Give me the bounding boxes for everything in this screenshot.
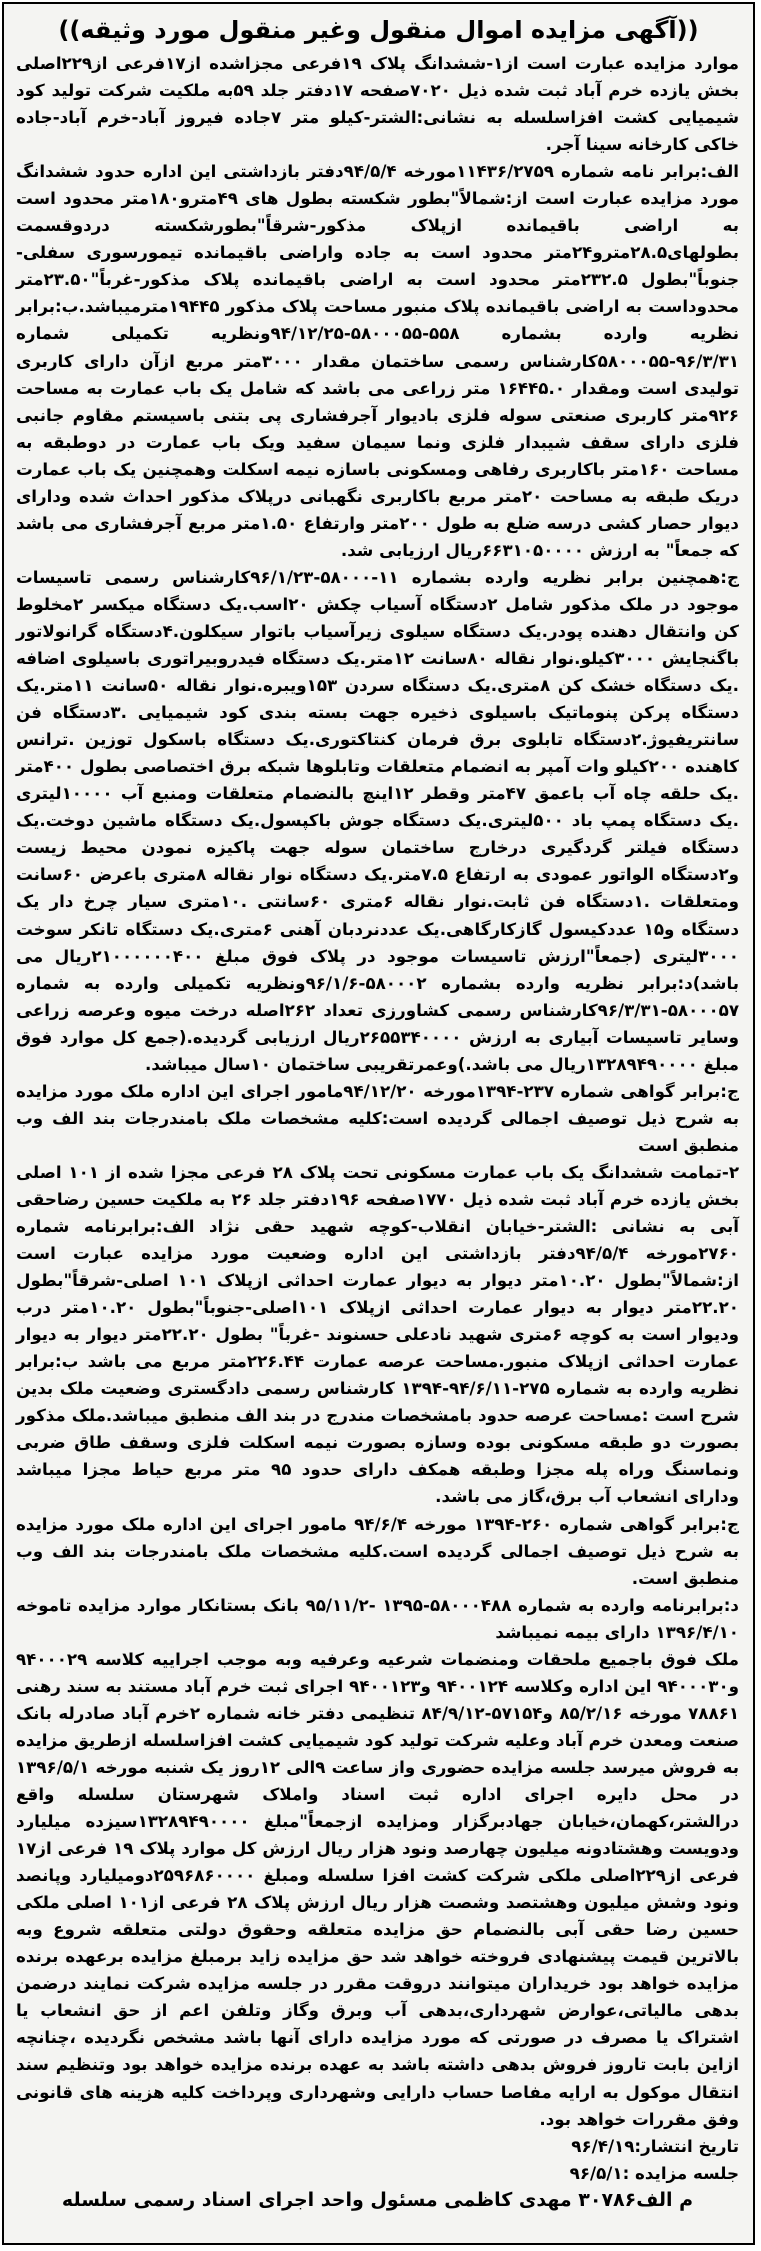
publish-date: تاریخ انتشار:۹۶/۴/۱۹ xyxy=(571,2135,739,2156)
notice-footer xyxy=(16,2133,739,2214)
paragraph-item-1: موارد مزایده عبارت است از۱-ششدانگ پلاک ۱۹فرعی مجزاشده از۱۷فرعی از۲۲۹اصلی بخش یازده خرم آباد ثبت شده ذیل ۷۰۲۰صفحه ۱۷دفتر جلد ۵۹به ملکیت شرکت تولید کود شیمیایی کشت افزاسلسله به نشانی:الشتر-کیلو متر ۷جاده فیروز آباد-خرم آباد-جاده خاکی کارخانه سینا آجر. xyxy=(16,53,739,155)
paragraph-item-2: ۲-تمامت ششدانگ یک باب عمارت مسکونی تحت پلاک ۲۸ فرعی مجزا شده از ۱۰۱ اصلی بخش یازده خرم آباد ثبت شده ذیل ۱۷۷۰صفحه ۱۹۶دفتر جلد ۲۶ به ملکیت حسین رضاحقی آبی به نشانی :الشتر-خیابان انقلاب-کوچه شهید حقی نژاد الف:برابرنامه شماره ۲۷۶۰مورخه ۹۴/۵/۴دفتر بازداشتی این اداره وضعیت مورد مزایده عبارت است از:شمالاً"بطول ۱۰.۲۰متر دیوار به دیوار عمارت احداثی ازپلاک ۱۰۱ اصلی-شرقاً"بطول ۲۲.۲۰متر دیوار به دیوار عمارت احداثی ازپلاک ۱۰۱اصلی-جنوباً"بطول ۱۰.۲۰متر درب ودیوار است به کوچه ۶متری شهید نادعلی حسنوند -غرباً" بطول ۲۲.۲۰متر دیوار به دیوار عمارت احداثی ازپلاک منبور.مساحت عرصه عمارت ۲۲۶.۴۴متر مربع می باشد ب:برابر نظریه وارده به شماره ۲۷۵-۹۴/۶/۱۱-۱۳۹۴ کارشناس رسمی دادگستری وضعیت ملک بدین شرح است :مساحت عرصه حدود بامشخصات مندرج در بند الف منطبق میباشد.ملک مذکور بصورت دو طبقه مسکونی بوده وسازه بصورت نیمه اسکلت فلزی وسقف طاق ضربی ونماسنگ وراه پله مجزا وطبقه همکف دارای حدود ۹۵ متر مربع حیاط مجزا میباشد ودارای انشعاب آب برق،گاز می باشد. xyxy=(16,1161,740,1507)
paragraph-section-c-installations: ج:همچنین برابر نظریه وارده بشماره ۱۱-۵۸۰۰۰-۹۶/۱/۲۳کارشناس رسمی تاسیسات موجود در ملک مذکور شامل ۲دستگاه آسیاب چکش ۲۰اسب.یک دستگاه میکسر ۲مخلوط کن وانتقال دهنده پودر.یک دستگاه سیلوی زیرآسیاب باتوار سیکلون.۴دستگاه گرانولاتور باگنجایش ۳۰۰۰کیلو.نوار نقاله ۸۰سانت ۱۲متر.یک دستگاه فیدروبیراتوری باسیلوی اضافه .یک دستگاه خشک کن ۸متری.یک دستگاه سردن ۱۵۳ویبره.نوار نقاله ۵۰سانت ۱۱متر.یک دستگاه پرکن پنوماتیک باسیلوی ذخیره جهت بسته بندی کود شیمیایی .۳دستگاه فن سانتریفیوژ.۲دستگاه تابلوی برق فرمان کنتاکتوری.یک دستگاه باسکول توزین .ترانس کاهنده ۲۰۰کیلو وات آمپر به انضمام متعلقات وتابلوها شبکه برق اختصاصی بطول ۴۰۰متر .یک حلقه چاه آب باعمق ۴۷متر وقطر ۱۲اینچ بالنضمام متعلقات ومنبع آب ۱۰۰۰۰لیتری .یک دستگاه پمپ باد ۵۰۰لیتری.یک دستگاه جوش باکپسول.یک دستگاه ماشین دوخت.یک دستگاه فیلتر گردگیری درخارج ساختمان سوله جهت پاکیزه نمودن محیط زیست و۲دستگاه الواتور عمودی به ارتفاع ۷.۵متر.یک دستگاه نوار نقاله ۸متری باعرض ۶۰سانت ومتعلقات .۱دستگاه فن ثابت.نوار نقاله ۶متری ۶۰سانتی .۱۰متری سیار چرخ دار یک دستگاه و۱۵ عددکیسول گازکارگاهی.یک عددنردبان آهنی ۶متری.یک دستگاه تانکر سوخت ۳۰۰۰لیتری (جمعاً"ارزش تاسیسات موجود در پلاک فوق مبلغ ۲۱۰۰۰۰۰۰۴۰۰ریال می باشد)د:برابر نظریه وارده بشماره ۵۸۰۰۰۲-۹۶/۱/۶ونظریه تکمیلی وارده به شماره ۵۸۰۰۰۵۷-۹۶/۳/۳۱کارشناس رسمی کشاورزی تعداد ۲۶۲اصله درخت میوه وعرصه زراعی وسایر تاسیسات آبیاری به ارزش ۲۶۵۵۳۴۰۰۰۰ریال ارزیابی گردیده.(جمع کل موارد فوق مبلغ ۱۳۲۸۹۴۹۰۰۰۰ریال می باشد.)وعمرتقریبی ساختمان ۱۰سال میباشد. xyxy=(16,566,740,1074)
notice-title: ((آگهی مزایده اموال منقول وغیر منقول مورد وثیقه)) xyxy=(58,16,699,44)
notice-body xyxy=(16,50,739,2133)
paragraph-auction-terms: ملک فوق باجمیع ملحقات ومنضمات شرعیه وعرفیه وبه موجب اجراییه کلاسه ۹۴۰۰۰۲۹ و۹۴۰۰۰۳۰ این اداره وکلاسه ۹۴۰۰۱۲۴ و۹۴۰۰۱۲۳ اجرای ثبت خرم آباد مستند به سند رهنی ۷۸۸۶۱ مورخه ۸۵/۲/۱۶ و۵۷۱۵۴-۸۴/۹/۱۲ تنظیمی دفتر خانه شماره ۲خرم آباد صادرله بانک صنعت ومعدن خرم آباد وعلیه شرکت تولید کود شیمیایی کشت افزاسلسله ازطریق مزایده به فروش میرسد جلسه مزایده حضوری واز ساعت ۹الی ۱۲روز یک شنبه مورخه ۱۳۹۶/۵/۱ در محل دایره اجرای اداره ثبت اسناد واملاک شهرستان سلسله واقع درالشتر،کهمان،خیابان جهادبرگزار ومزایده ازجمعاً"مبلغ ۱۳۲۸۹۴۹۰۰۰۰سیزده میلیارد ودویست وهشتادونه میلیون چهارصد ونود هزار ریال ارزش کل موارد پلاک ۱۹ فرعی از۱۷ فرعی از۲۲۹اصلی ملکی شرکت کشت افزا سلسله ومبلغ ۲۵۹۶۸۶۰۰۰۰دومیلیارد وپانصد ونود وشش میلیون وهشتصد وشصت هزار ریال ارزش پلاک ۲۸ فرعی از۱۰۱ اصلی ملکی حسین رضا حقی آبی بالنضمام حق مزایده متعلقه وحقوق دولتی متعلقه شروع وبه بالاترین قیمت پیشنهادی فروخته خواهد شد حق مزایده زاید برمبلغ مزایده برعهده برنده مزایده خواهد بود خریداران میتوانند دروقت مقرر در جلسه مزایده شرکت نمایند درضمن بدهی مالیاتی،عوارض شهرداری،بدهی آب وبرق وگاز وتلفن اعم از حق انشعاب یا اشتراک یا مصرف در صورتی که مورد مزایده دارای آنها باشد مشخص نگردیده ،چنانچه ازاین بابت تاروز فروش بدهی داشته باشد به عهده برنده مزایده خواهد بود وتنظیم سند انتقال موکول به ارایه مفاصا حساب دارایی وشهرداری وپرداخت کلیه هزینه های قانونی وفق مقررات خواهد بود. xyxy=(16,1648,740,2129)
paragraph-inspection-1: ج:برابر گواهی شماره ۲۳۷-۱۳۹۴مورخه ۹۴/۱۲/۲۰مامور اجرای این اداره ملک مورد مزایده به شرح ذیل توصیف اجمالی گردیده است:کلیه مشخصات ملک بامندرجات بند الف وب منطبق است xyxy=(16,1080,739,1155)
notice-frame xyxy=(2,2,755,2245)
paragraph-insurance: د:برابرنامه وارده به شماره ۵۸۰۰۰۴۸۸-۱۳۹۵ -۹۵/۱۱/۲ بانک بستانکار موارد مزایده تاموخه ۱۳۹۶/۴/۱۰ دارای بیمه نمیباشد xyxy=(16,1594,739,1642)
paragraph-inspection-2: ج:برابر گواهی شماره ۲۶۰-۱۳۹۴ مورخه ۹۴/۶/۴ مامور اجرای این اداره ملک مورد مزایده به شرح ذیل توصیف اجمالی گردیده است.کلیه مشخصات ملک بامندرجات بند الف وب منطبق است. xyxy=(16,1513,739,1588)
signature: م الف۳۰۷۸۶ مهدی کاظمی مسئول واحد اجرای اسناد رسمی سلسله xyxy=(61,2188,694,2211)
paragraph-section-a: الف:برابر نامه شماره ۱۱۴۳۶/۲۷۵۹مورخه ۹۴/۵/۴دفتر بازداشتی این اداره حدود ششدانگ مورد مزایده عبارت است از:شمالاً"بطور شکسته بطول های ۴۹مترو۱۸۰متر محدود است به اراضی باقیمانده ازپلاک مذکور-شرقاً"بطورشکسته دردوقسمت بطولهای۲۸.۵مترو۲۴متر محدود است به جاده واراضی باقیمانده تیمورسوری سفلی-جنوباً"بطول ۲۳۲.۵متر محدود است به اراضی باقیمانده پلاک مذکور-غرباً"۲۳.۵۰متر محدوداست به اراضی باقیمانده پلاک منبور مساحت پلاک مذکور ۱۹۴۴۵مترمیباشد.ب:برابر نظریه وارده بشماره ۵۵۸-۵۸۰۰۰۵۵-۹۴/۱۲/۲۵ونظریه تکمیلی شماره ۹۶/۳/۳۱-۵۸۰۰۰۵۵کارشناس رسمی ساختمان مقدار ۳۰۰۰متر مربع ازآن دارای کاربری تولیدی است ومقدار ۱۶۴۴۵.۰ متر زراعی می باشد که شامل یک باب عمارت به مساحت ۹۲۶متر کاربری صنعتی سوله فلزی بادیوار آجرفشاری پی بتنی باسیستم مقاوم جانبی فلزی دارای سقف شیبدار فلزی ونما سیمان سفید ویک باب عمارت در دوطبقه به مساحت ۱۶۰متر باکاربری رفاهی ومسکونی باسازه نیمه اسکلت وهمچنین یک باب عمارت دریک طبقه به مساحت ۲۰متر مربع باکاربری نگهبانی درپلاک مذکور احداث شده ودارای دیوار حصار کشی درسه ضلع به طول ۲۰۰متر وارتفاع ۱.۵۰متر مربع آجرفشاری می باشد که جمعاً" به ارزش ۶۶۳۱۰۵۰۰۰۰ریال ارزیابی شد. xyxy=(16,161,740,560)
session-date: جلسه مزایده :۹۶/۵/۱ xyxy=(569,2162,739,2183)
